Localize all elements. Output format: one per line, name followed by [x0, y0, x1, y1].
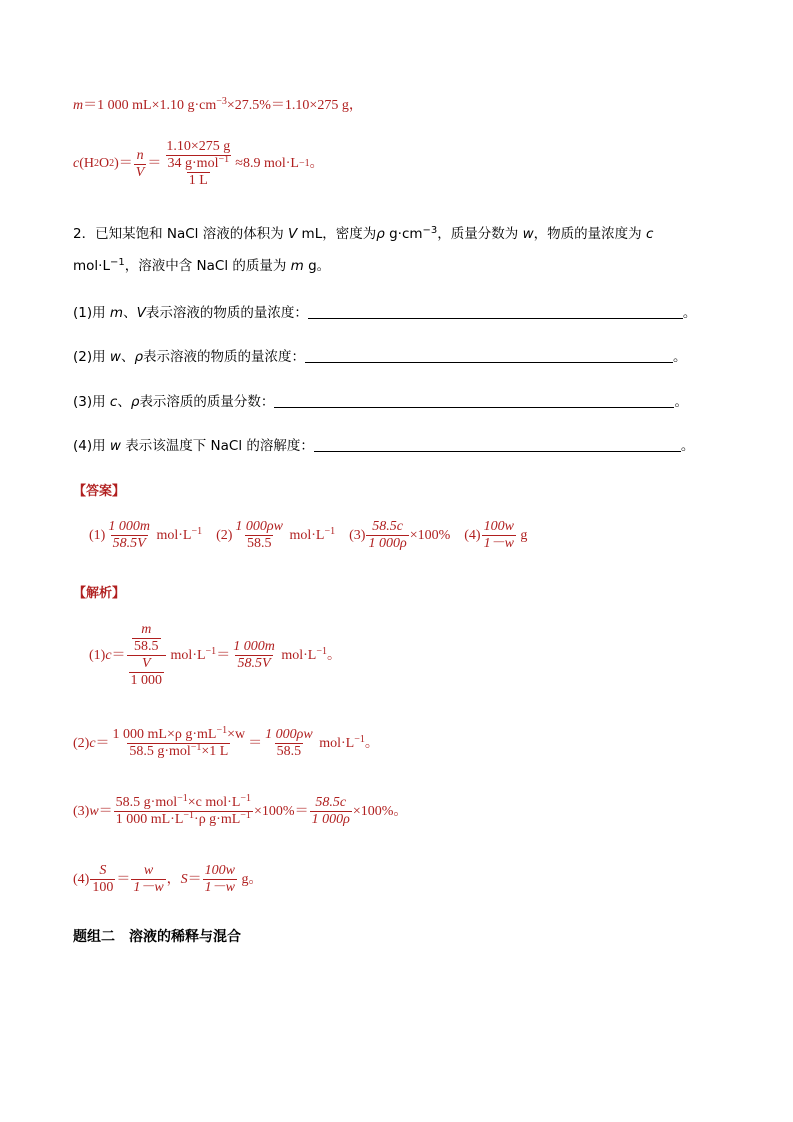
step3-fraction: $\frac{58.5 g\cdot mol^{-1}\times c mol\cdot L^{-1}}{1 000 mL\cdot L^{-1}\cdot\rho g\cdot mL^{-1}}$: [115, 793, 252, 828]
step4-result-fraction: $\frac{100w}{1-w}$: [204, 863, 236, 896]
answer-2-fraction: $\frac{1 000\rho w}{58.5}$: [235, 519, 283, 552]
section-heading: 题组二 溶液的稀释与混合: [73, 929, 241, 945]
answer-3-fraction: $\frac{58.5c}{1 000\rho}$: [368, 519, 407, 552]
answer-blank-1[interactable]: [308, 304, 683, 319]
step4-fraction-s: $\frac{S}{100}$: [92, 863, 114, 896]
answer-line: (1) $\frac{1 000m}{58.5V}$ $mol\cdot L^{-1}$ (2) $\frac{1 000\rho w}{58.5}$ $mol\cdot L^{-1}$ (3) $\frac{58.5c}{1 000\rho}$ ×100% (4) $\frac{100w}{1-w}$ g: [89, 519, 528, 552]
answer-tag: 【答案】: [73, 484, 126, 499]
answer-blank-3[interactable]: [274, 393, 674, 408]
sub-question-1: (1)用 m、V表示溶液的物质的量浓度： 。: [73, 305, 697, 321]
analysis-tag: 【解析】: [73, 586, 126, 601]
step2-fraction: $\frac{1 000 mL\times\rho g\cdot mL^{-1}\times w}{58.5 g\cdot mol^{-1}\times 1 L}$: [112, 725, 246, 760]
step4-fraction-w: $\frac{w}{1-w}$: [133, 863, 164, 896]
analysis-step-4: (4) $\frac{S}{100}$ ＝ $\frac{w}{1-w}$ ， S ＝ $\frac{100w}{1-w}$ g。: [73, 863, 263, 896]
sub-question-2: (2)用 w、ρ表示溶液的物质的量浓度： 。: [73, 349, 687, 365]
answer-blank-2[interactable]: [305, 348, 673, 363]
answer-1-fraction: $\frac{1 000m}{58.5V}$: [108, 519, 150, 552]
analysis-step-3: (3) w ＝ $\frac{58.5 g\cdot mol^{-1}\times c mol\cdot L^{-1}}{1 000 mL\cdot L^{-1}\cdot\rho g\cdot mL^{-1}}$ ×100%＝ $\frac{58.5c}{1 000\rho}$ ×100%。: [73, 793, 408, 828]
mass-calculation-line: m＝1 000 mL×1.10 $g\cdot cm^{-3}\times 27.5\%=1.10\times 275$ g，: [73, 96, 363, 113]
concentration-calculation-line: c (H 2 O 2 )＝ $\frac{n}{V}$ ＝ $\frac{\frac{1.10\times 275 g}{34 g\cdot mol^{-1}}}{1 L}$ ≈8.9 mol·L −1 。: [73, 139, 324, 189]
sub-question-3: (3)用 c、ρ表示溶质的质量分数： 。: [73, 394, 688, 410]
step2-result-fraction: $\frac{1 000\rho w}{58.5}$: [265, 727, 313, 760]
analysis-step-1: (1) c ＝ $\frac{\frac{m}{58.5}}{\frac{V}{1 000}}$ $mol\cdot L^{-1}$ ＝ $\frac{1 000m}{58.5V}$ $mol\cdot L^{-1}$。: [89, 622, 341, 689]
answer-4-fraction: $\frac{100w}{1-w}$: [483, 519, 514, 552]
question-stem-line1: 2．已知某饱和 NaCl 溶液的体积为 V mL，密度为ρ $g\cdot cm^{-3}$，质量分数为 w，物质的量浓度为 c: [73, 225, 654, 242]
compound-fraction: $\frac{\frac{1.10\times 275 g}{34 g\cdot mol^{-1}}}{1 L}$: [166, 139, 231, 189]
sub-question-4: (4)用 w 表示该温度下 NaCl 的溶解度： 。: [73, 438, 695, 454]
step3-result-fraction: $\frac{58.5c}{1 000\rho}$: [311, 795, 350, 828]
analysis-step-2: (2) c ＝ $\frac{1 000 mL\times\rho g\cdot mL^{-1}\times w}{58.5 g\cdot mol^{-1}\times 1 L}$ ＝ $\frac{1 000\rho w}{58.5}$ $mol\cdot L^{-1}$。: [73, 725, 379, 760]
question-stem-line2: $mol\cdot L^{-1}$，溶液中含 NaCl 的质量为 m g。: [73, 257, 331, 274]
result-fraction: $\frac{1 000m}{58.5V}$: [233, 639, 275, 672]
nested-fraction: $\frac{\frac{m}{58.5}}{\frac{V}{1 000}}$: [127, 622, 167, 689]
n-over-v-fraction: $\frac{n}{V}$: [135, 147, 145, 180]
answer-blank-4[interactable]: [314, 437, 681, 452]
